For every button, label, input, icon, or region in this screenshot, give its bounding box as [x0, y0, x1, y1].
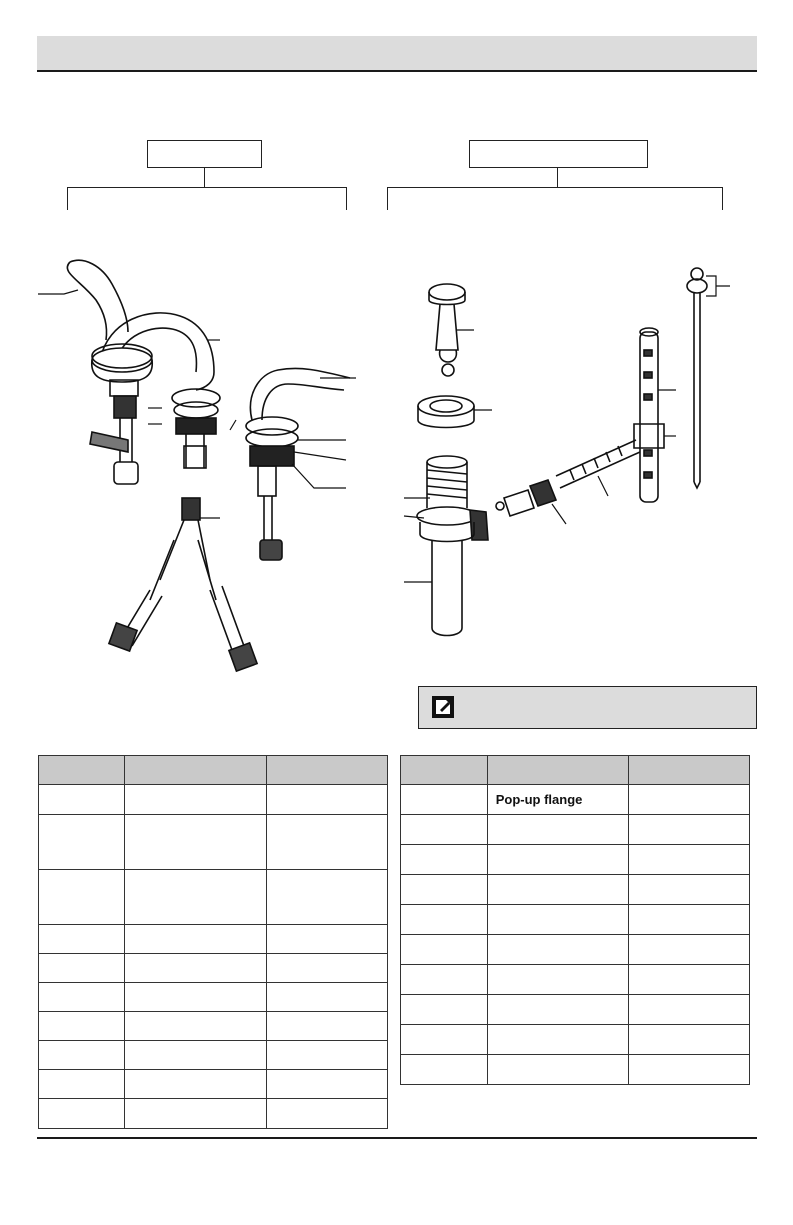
cell: [124, 785, 267, 815]
cell: [124, 1070, 267, 1099]
cell: [629, 905, 750, 935]
cell: [401, 815, 488, 845]
cell: [39, 1041, 125, 1070]
header-part: [401, 756, 488, 785]
cell: [267, 815, 388, 870]
cell: [267, 954, 388, 983]
cell: [401, 785, 488, 815]
faucet-spout: [67, 260, 220, 468]
cell: [629, 1025, 750, 1055]
cell: Pop-up flange: [487, 785, 629, 815]
cell: [629, 995, 750, 1025]
right-callouts: [404, 276, 730, 582]
cell: [629, 1055, 750, 1085]
cell: [629, 815, 750, 845]
table-row: [39, 870, 388, 925]
cell: [267, 785, 388, 815]
cell: [487, 995, 629, 1025]
cell: [401, 935, 488, 965]
table-row: [401, 1055, 750, 1085]
table-row: [401, 1025, 750, 1055]
header-quantity: [629, 756, 750, 785]
table-row: [39, 815, 388, 870]
cell: [487, 845, 629, 875]
cell: [267, 1099, 388, 1129]
header-description: [124, 756, 267, 785]
cell: [487, 935, 629, 965]
header-quantity: [267, 756, 388, 785]
pivot-rod: [496, 440, 640, 516]
cell: [401, 905, 488, 935]
supply-hoses: [109, 498, 257, 671]
cell: [124, 925, 267, 954]
cell: [401, 995, 488, 1025]
table-row: [401, 965, 750, 995]
cell: [267, 1041, 388, 1070]
header-description: [487, 756, 629, 785]
cell: [267, 925, 388, 954]
cell: [39, 983, 125, 1012]
cell: [39, 1012, 125, 1041]
table-row: [401, 905, 750, 935]
table-row: [39, 785, 388, 815]
cell: [629, 935, 750, 965]
note-pencil-icon: [431, 695, 455, 719]
cell: [124, 1041, 267, 1070]
cell: [124, 870, 267, 925]
cell: [267, 1012, 388, 1041]
cell: [39, 1099, 125, 1129]
popup-flange: [418, 396, 474, 428]
cell: [629, 875, 750, 905]
table-row: [401, 785, 750, 815]
cell: [629, 965, 750, 995]
table-row: [39, 1070, 388, 1099]
table-header-row: [401, 756, 750, 785]
cell: [124, 954, 267, 983]
drain-body: [417, 456, 488, 636]
table-row: [401, 815, 750, 845]
parts-table-right: [400, 755, 750, 1085]
cell: [39, 870, 125, 925]
cell: [401, 1025, 488, 1055]
cell: [267, 1070, 388, 1099]
table-row: [39, 954, 388, 983]
cell: [267, 983, 388, 1012]
left-valve: [90, 380, 138, 484]
cell: [39, 815, 125, 870]
cell: [39, 785, 125, 815]
cell: [124, 1012, 267, 1041]
note-box: [418, 686, 757, 729]
cell: [39, 925, 125, 954]
table-row: [401, 845, 750, 875]
table-row: [39, 925, 388, 954]
header-part: [39, 756, 125, 785]
cell: [487, 965, 629, 995]
cell: [267, 870, 388, 925]
parts-table-left: [38, 755, 388, 1129]
table-row: [401, 875, 750, 905]
table-row: [401, 995, 750, 1025]
right-handle: [246, 368, 350, 560]
cell: [401, 965, 488, 995]
clevis-strap: [634, 328, 664, 502]
left-callouts: [38, 290, 356, 518]
footer-rule: [37, 1137, 757, 1139]
lift-rod: [687, 268, 707, 488]
table-row: [401, 935, 750, 965]
cell: [629, 845, 750, 875]
cell: [487, 815, 629, 845]
table-row: [39, 1041, 388, 1070]
cell: [487, 905, 629, 935]
table-row: [39, 1099, 388, 1129]
cell: [401, 875, 488, 905]
cell: [39, 1070, 125, 1099]
cell: [629, 785, 750, 815]
cell: [487, 875, 629, 905]
table-row: [39, 983, 388, 1012]
table-header-row: [39, 756, 388, 785]
table-row: [39, 1012, 388, 1041]
cell: [401, 845, 488, 875]
cell: [124, 1099, 267, 1129]
cell: [124, 983, 267, 1012]
cell: [487, 1025, 629, 1055]
cell: [124, 815, 267, 870]
cell: [487, 1055, 629, 1085]
cell: [39, 954, 125, 983]
cell: [401, 1055, 488, 1085]
